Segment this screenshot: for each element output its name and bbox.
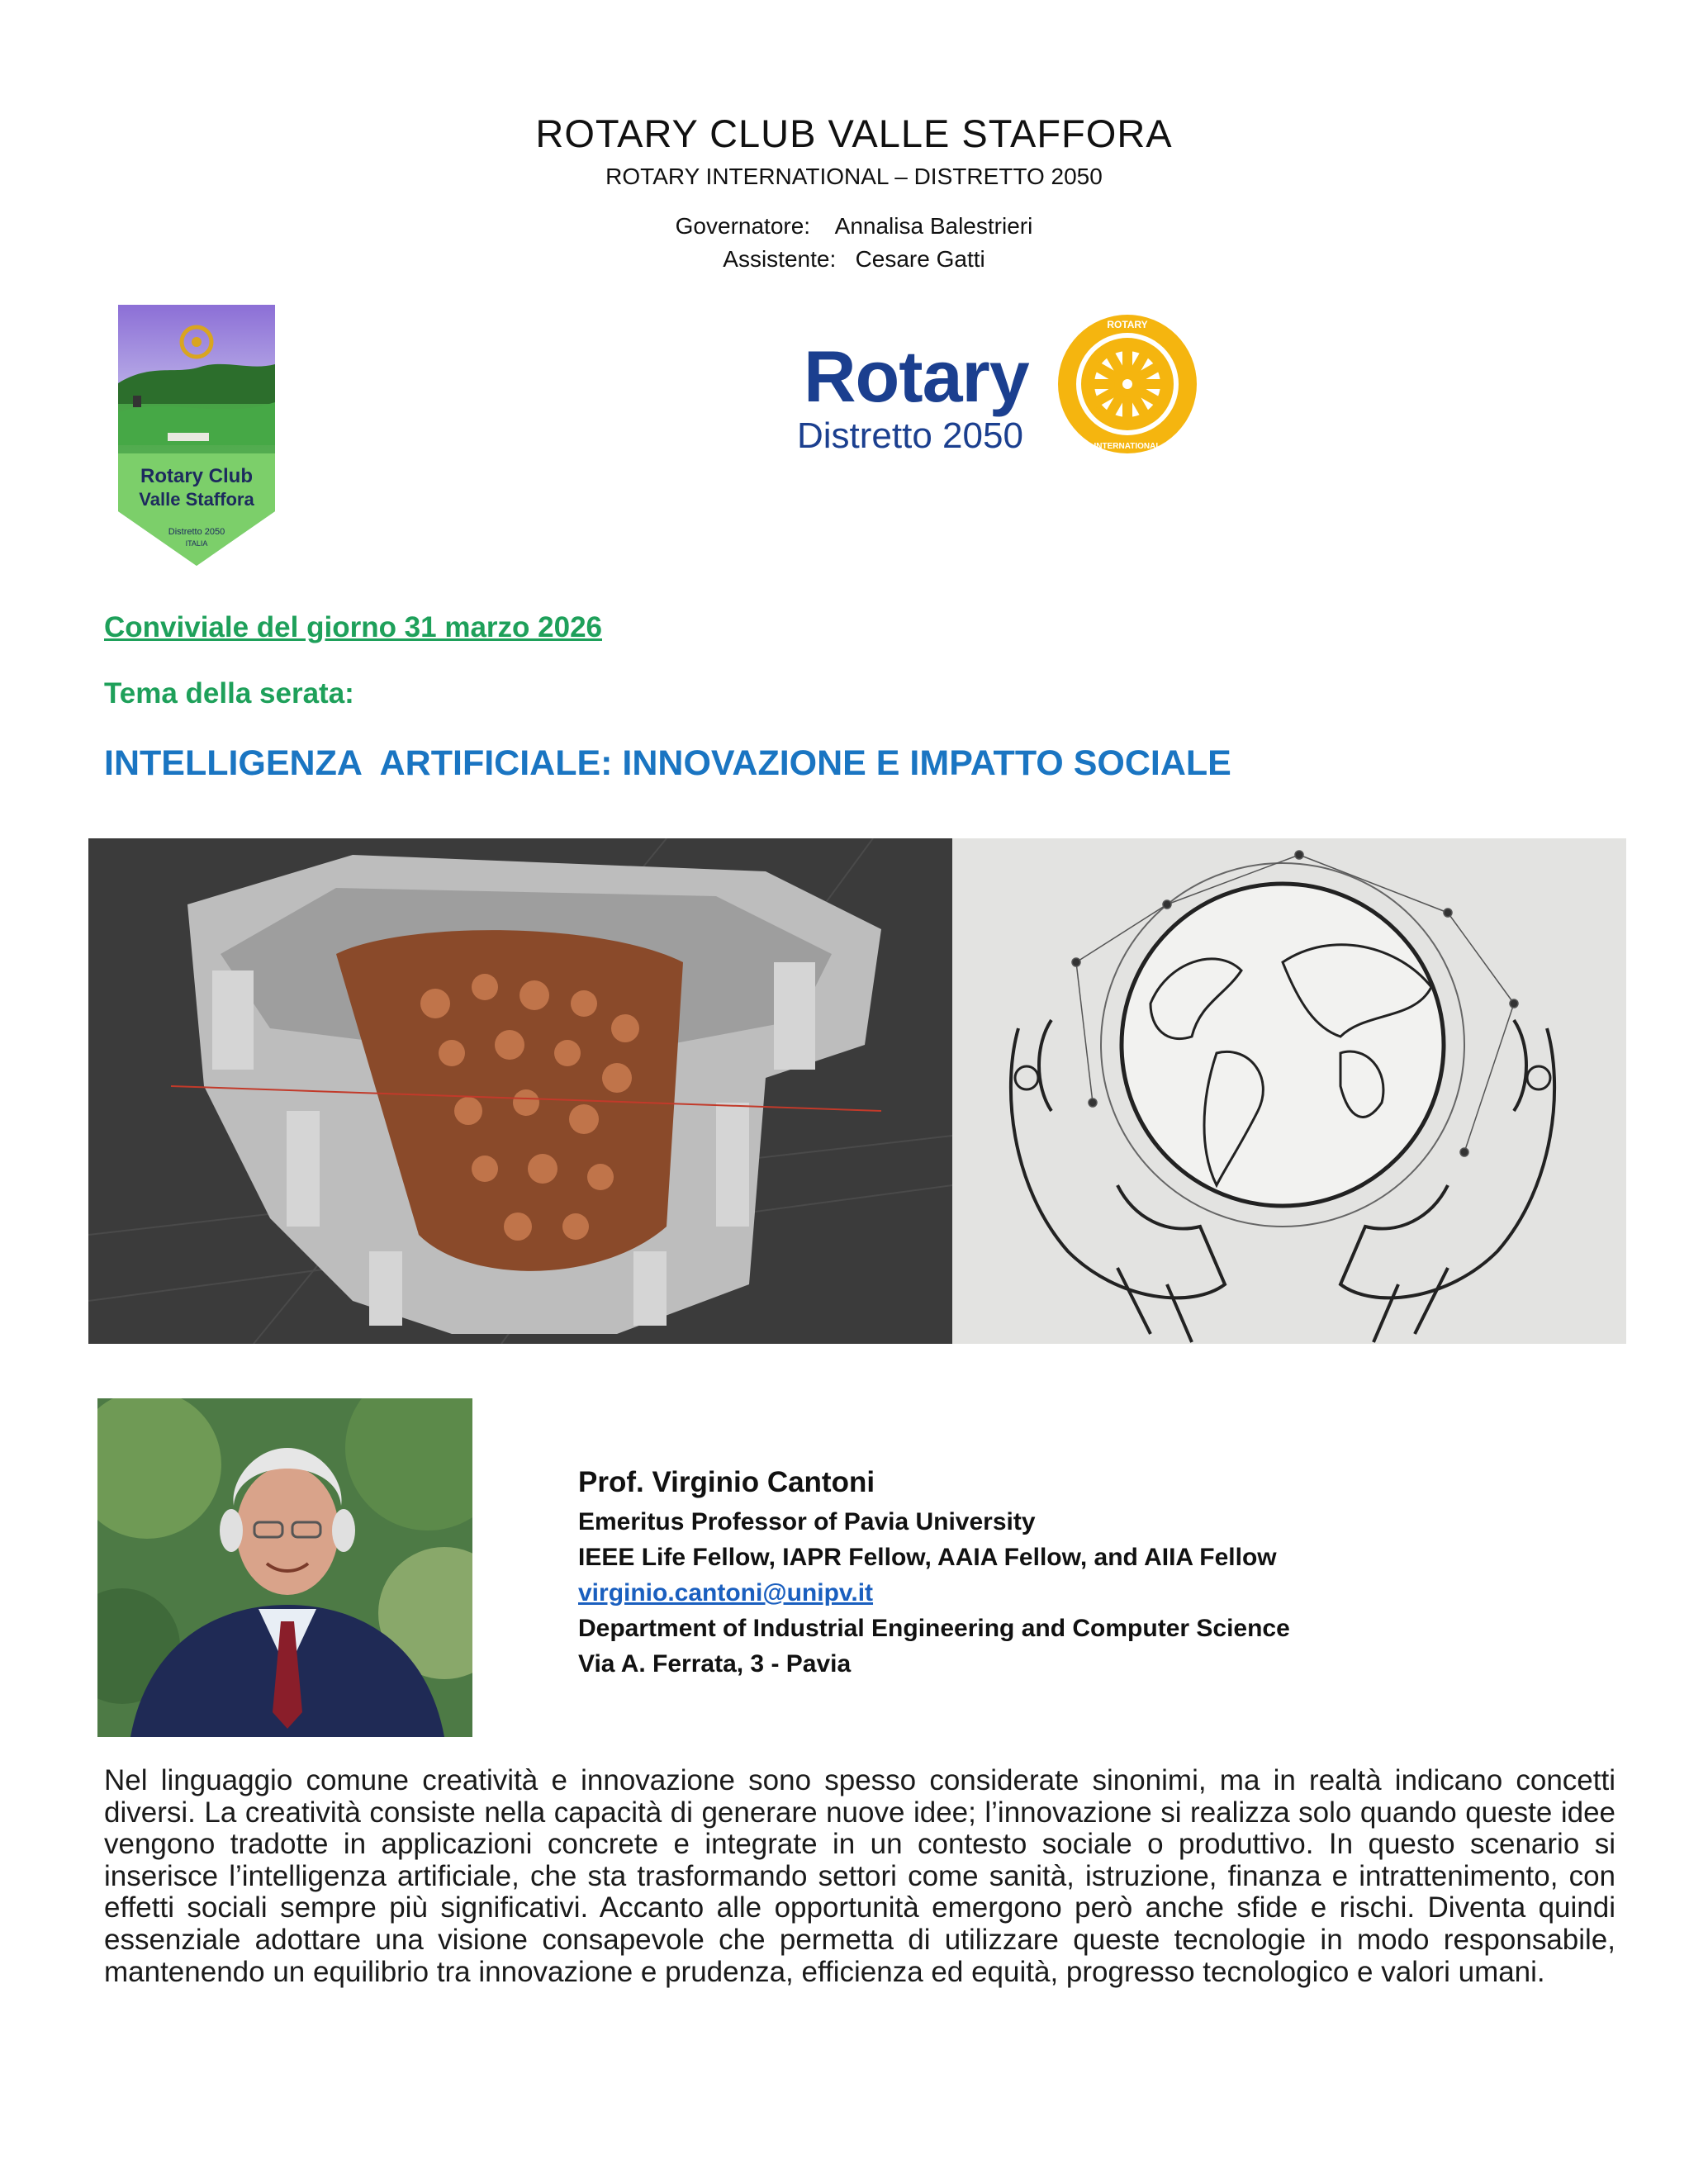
- club-title: ROTARY CLUB VALLE STAFFORA: [535, 112, 1173, 155]
- speaker-fellowships: IEEE Life Fellow, IAPR Fellow, AAIA Fellow, and AIIA Fellow: [578, 1544, 1277, 1571]
- banner-text-line2: Valle Staffora: [139, 489, 254, 510]
- governor-name: Annalisa Balestrieri: [834, 213, 1033, 239]
- banner-text-line1: Rotary Club: [140, 465, 254, 487]
- assistant-row: [0, 246, 1708, 273]
- district-subtitle: ROTARY INTERNATIONAL – DISTRETTO 2050: [605, 164, 1103, 189]
- governor-row: [0, 213, 1708, 240]
- speaker-department: Department of Industrial Engineering and Computer Science: [578, 1615, 1290, 1642]
- speaker-email-link[interactable]: virginio.cantoni@unipv.it: [578, 1579, 874, 1606]
- speaker-name: Prof. Virginio Cantoni: [578, 1466, 875, 1498]
- speaker-address: Via A. Ferrata, 3 - Pavia: [578, 1650, 852, 1678]
- governor-label: Governatore:: [675, 213, 811, 239]
- event-date: Conviviale del giorno 31 marzo 2026: [104, 611, 602, 643]
- rotary-wheel-icon: [1053, 310, 1202, 458]
- description-paragraph: Nel linguaggio comune creatività e innovazione sono spesso considerate sinonimi, ma in realtà indicano concetti diversi. La creatività consiste nella capacità di generare nuove idee; l’innovazione si realizza solo quando queste idee vengono tradotte in applicazioni concrete e integrate in un contesto sociale o produttivo. In questo scenario si inserisce l’intelligenza artificiale, che sta trasformando settori come sanità, istruzione, finanza e intrattenimento, con effetti sociali sempre più significativi. Accanto alle opportunità emergono però anche sfide e rischi. Diventa quindi essenziale adottare una visione consapevole che permetta di utilizzare queste tecnologie in modo responsabile, mantenendo un equilibrio tra innovazione e prudenza, efficienza ed equità, progresso tecnologico e valori umani.: [104, 1764, 1615, 1988]
- 3d-model-render-image: [88, 838, 952, 1344]
- wheel-ring-text-bottom: INTERNATIONAL: [1094, 442, 1161, 451]
- speaker-role: Emeritus Professor of Pavia University: [578, 1508, 1036, 1535]
- banner-text-line3: Distretto 2050: [168, 527, 225, 537]
- club-banner-logo: [118, 305, 275, 566]
- wheel-ring-text-top: ROTARY: [1107, 319, 1148, 330]
- rotary-wordmark: Rotary: [804, 335, 1029, 417]
- globe-hands-illustration: [952, 838, 1626, 1344]
- speaker-photo: [97, 1398, 472, 1737]
- assistant-label: Assistente:: [723, 246, 837, 272]
- banner-text-line4: ITALIA: [185, 539, 208, 548]
- theme-illustration: [88, 838, 1626, 1344]
- rotary-district-label: Distretto 2050: [797, 415, 1023, 456]
- rotary-district-logo: [797, 310, 1210, 458]
- theme-label: Tema della serata:: [104, 677, 354, 709]
- theme-title: INTELLIGENZA ARTIFICIALE: INNOVAZIONE E IMPATTO SOCIALE: [104, 743, 1231, 783]
- assistant-name: Cesare Gatti: [855, 246, 985, 272]
